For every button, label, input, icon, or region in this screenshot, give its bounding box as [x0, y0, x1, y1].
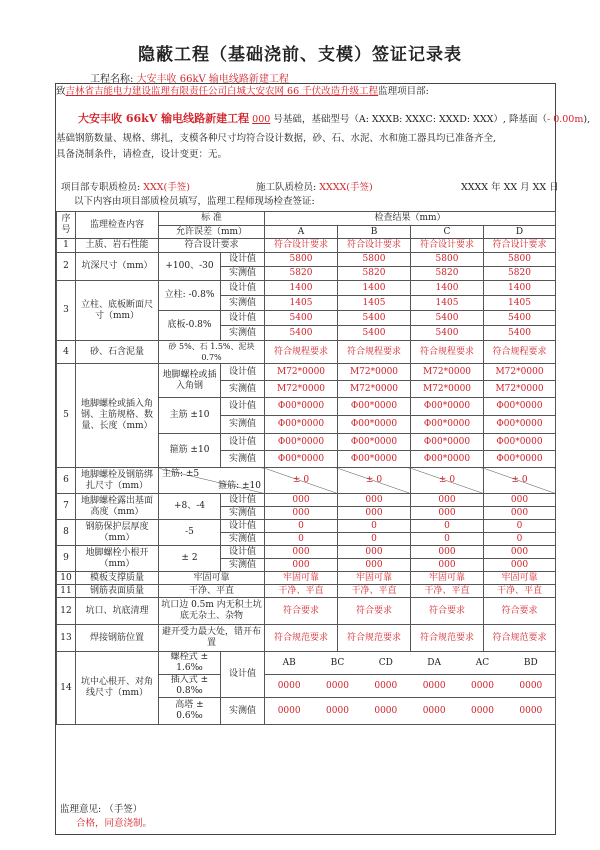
- opinion-label: 监理意见:: [60, 804, 102, 815]
- result-a: 牢固可靠: [265, 572, 338, 585]
- crew-signature: XXXX(手签): [319, 182, 373, 193]
- result-d: 0: [484, 520, 556, 533]
- table-row: [57, 572, 556, 585]
- result-a: 000: [265, 507, 338, 520]
- row-item: 钢筋保护层厚度（mm）: [76, 520, 159, 546]
- result-a: 符合规程要求: [265, 341, 338, 364]
- result-b: 5800: [338, 253, 411, 267]
- result-a: 000: [265, 559, 338, 572]
- inspector-label: 项目部专职质检员:: [61, 182, 141, 193]
- result-d: 符合规范要求: [484, 625, 556, 652]
- measured-bd: 0000: [519, 705, 543, 716]
- measured-ab: 0000: [277, 705, 301, 716]
- row-tolerance: 主筋 ±10: [159, 398, 221, 434]
- result-b: 5820: [338, 267, 411, 281]
- design-label: 设计值: [221, 253, 265, 267]
- result-d: 1405: [484, 296, 556, 311]
- statement-line-2: 基础钢筋数量、规格、绑扎，支模各种尺寸均符合设计数据，砂、石、水泥、水和施工器具均已准备齐全,: [56, 133, 497, 144]
- row-item: 坑深尺寸（mm）: [76, 253, 159, 281]
- row-tolerance: +8、-4: [159, 494, 221, 520]
- result-b: 干净、平直: [338, 585, 411, 598]
- row-item: 地脚螺栓及钢筋绑扎尺寸（mm）: [76, 468, 159, 494]
- measured-label: 实测值: [221, 296, 265, 311]
- result-b: Φ00*0000: [338, 434, 411, 451]
- pair-ab: AB: [282, 657, 296, 668]
- table-row: [57, 585, 556, 598]
- design-label: 设计值: [221, 364, 265, 381]
- design-label: 设计值: [221, 494, 265, 507]
- result-d: 符合设计要求: [484, 239, 556, 253]
- result-c: ± 0: [411, 468, 484, 494]
- row-tolerance: -5: [159, 520, 221, 546]
- result-c: 符合规程要求: [411, 341, 484, 364]
- sign-date: XXXX 年 XX 月 XX 日: [461, 182, 559, 193]
- row-item: 钢筋表面质量: [76, 585, 159, 598]
- result-c: 5800: [411, 253, 484, 267]
- result-b: M72*0000: [338, 381, 411, 398]
- table-row: [57, 520, 556, 533]
- row-number: 10: [57, 572, 76, 585]
- page-title: 隐蔽工程（基础浇前、支模）签证记录表: [138, 45, 462, 65]
- result-b: 000: [338, 559, 411, 572]
- table-row: [57, 625, 556, 652]
- measured-label: 实测值: [221, 326, 265, 341]
- result-c: 0: [411, 520, 484, 533]
- result-a: 0: [265, 533, 338, 546]
- row-item: 地脚螺栓小根开（mm）: [76, 546, 159, 572]
- col-seq: 序号: [57, 212, 76, 239]
- design-label: 设计值: [221, 281, 265, 296]
- addressee-line: [56, 84, 429, 100]
- result-d: 000: [484, 494, 556, 507]
- result-c: Φ00*0000: [411, 416, 484, 434]
- opinion-signature: （手签）: [104, 804, 143, 815]
- result-c: Φ00*0000: [411, 434, 484, 451]
- result-b: 000: [338, 507, 411, 520]
- result-c: Φ00*0000: [411, 451, 484, 468]
- result-b: Φ00*0000: [338, 451, 411, 468]
- result-a: 符合规范要求: [265, 625, 338, 652]
- row-tolerance: +100、-30: [159, 253, 221, 281]
- table-row: [57, 546, 556, 559]
- result-d: 符合规程要求: [484, 341, 556, 364]
- row-number: 6: [57, 468, 76, 494]
- measured-ac: 0000: [471, 705, 494, 716]
- row-tolerance: 插入式 ± 0.8‰: [159, 675, 221, 698]
- result-d: 5800: [484, 253, 556, 267]
- result-c: M72*0000: [411, 381, 484, 398]
- col-tolerance: 允许误差（mm）: [159, 226, 265, 239]
- row-number: 3: [57, 281, 76, 341]
- pair-bc: BC: [330, 657, 345, 668]
- result-c: 符合要求: [411, 598, 484, 625]
- supervisor-name: 吉林省吉能电力建设监理有限责任公司白城大安农网 66 千伏改造升级工程: [65, 86, 379, 97]
- crew-label: 施工队质检员:: [256, 182, 317, 193]
- row-number: 8: [57, 520, 76, 546]
- row-standard: 砂 5%、石 1.5%、泥块 0.7%: [159, 341, 265, 364]
- result-c: 1400: [411, 281, 484, 296]
- design-ab: 0000: [277, 680, 301, 691]
- design-label: 设计值: [221, 652, 265, 698]
- result-d: 000: [484, 546, 556, 559]
- table-header-row: [57, 212, 556, 226]
- table-row: [57, 341, 556, 364]
- row-standard: 牢固可靠: [159, 572, 265, 585]
- design-label: 设计值: [221, 311, 265, 326]
- row-number: 9: [57, 546, 76, 572]
- opinion-text: 合格，同意浇制。: [76, 818, 153, 829]
- table-row: [57, 652, 556, 675]
- row-standard: 符合设计要求: [159, 239, 265, 253]
- col-d: D: [484, 226, 556, 239]
- col-standard: 标 准: [159, 212, 265, 226]
- row-tolerance: 螺栓式 ± 1.6‰: [159, 652, 221, 675]
- row-item: 砂、石含泥量: [76, 341, 159, 364]
- result-a: M72*0000: [265, 381, 338, 398]
- diagonal-measured-values: [265, 698, 556, 725]
- col-a: A: [265, 226, 338, 239]
- result-d: 5400: [484, 311, 556, 326]
- row-tolerance: 箍筋 ±10: [159, 434, 221, 468]
- col-item: 监理检查内容: [76, 212, 159, 239]
- result-d: 牢固可靠: [484, 572, 556, 585]
- measured-bc: 0000: [326, 705, 349, 716]
- table-row: [57, 468, 556, 494]
- result-b: M72*0000: [338, 364, 411, 381]
- measured-label: 实测值: [221, 381, 265, 398]
- diagonal-pairs-header: [265, 652, 556, 675]
- result-b: 5400: [338, 326, 411, 341]
- result-c: 干净、平直: [411, 585, 484, 598]
- row-item: 地脚螺栓或插入角钢、主筋规格、数量、长度（mm）: [76, 364, 159, 468]
- inspector-signature: XXX(手签): [143, 182, 190, 193]
- col-c: C: [411, 226, 484, 239]
- row-item: 土质、岩石性能: [76, 239, 159, 253]
- row-number: 2: [57, 253, 76, 281]
- project-label: 工程名称:: [90, 74, 134, 85]
- row-item: 焊接钢筋位置: [76, 625, 159, 652]
- to-prefix: 致: [56, 86, 66, 97]
- result-d: Φ00*0000: [484, 451, 556, 468]
- result-d: 1400: [484, 281, 556, 296]
- to-suffix: 监理项目部:: [378, 86, 429, 97]
- statement-1a: 号基础，基础型号（A: XXXB: XXXC: XXXD: XXX）, 降基面（: [273, 114, 547, 125]
- result-a: 5820: [265, 267, 338, 281]
- result-b: 000: [338, 546, 411, 559]
- row-number: 5: [57, 364, 76, 468]
- result-c: 1405: [411, 296, 484, 311]
- body-project: 大安丰收 66kV 输电线路新建工程: [78, 112, 250, 125]
- result-d: 000: [484, 559, 556, 572]
- design-bd: 0000: [519, 680, 543, 691]
- result-d: ± 0: [484, 468, 556, 494]
- row-tolerance: 高塔 ± 0.6‰: [159, 698, 221, 725]
- table-row: [57, 494, 556, 507]
- elevation: - 0.00m: [546, 114, 584, 125]
- result-b: 0: [338, 533, 411, 546]
- result-a: 0: [265, 520, 338, 533]
- result-b: Φ00*0000: [338, 398, 411, 416]
- result-b: 符合要求: [338, 598, 411, 625]
- result-a: 5400: [265, 311, 338, 326]
- design-label: 设计值: [221, 520, 265, 533]
- row-standard: 坑口边 0.5m 内无积土坑底无杂土、杂物: [159, 598, 265, 625]
- tower-number: 000: [252, 114, 271, 125]
- row-number: 7: [57, 494, 76, 520]
- result-a: 5800: [265, 253, 338, 267]
- result-d: Φ00*0000: [484, 434, 556, 451]
- result-c: 000: [411, 546, 484, 559]
- result-d: M72*0000: [484, 381, 556, 398]
- result-c: 5820: [411, 267, 484, 281]
- measured-label: 实测值: [221, 267, 265, 281]
- measured-cd: 0000: [374, 705, 398, 716]
- project-name: 大安丰收 66kV 输电线路新建工程: [136, 74, 289, 85]
- result-b: ± 0: [338, 468, 411, 494]
- result-a: 符合设计要求: [265, 239, 338, 253]
- pair-bd: BD: [523, 657, 538, 668]
- result-a: Φ00*0000: [265, 416, 338, 434]
- row-tolerance: 底板-0.8%: [159, 311, 221, 341]
- record-sheet: [55, 83, 591, 835]
- result-b: Φ00*0000: [338, 416, 411, 434]
- result-a: 1400: [265, 281, 338, 296]
- result-b: 000: [338, 494, 411, 507]
- col-b: B: [338, 226, 411, 239]
- row-tolerance-split: [159, 468, 265, 494]
- statement-line-1: [78, 111, 590, 128]
- design-da: 0000: [422, 680, 446, 691]
- row-number: 11: [57, 585, 76, 598]
- result-a: 000: [265, 546, 338, 559]
- row-item: 模板支撑质量: [76, 572, 159, 585]
- statement-line-3: 具备浇制条件，请检查，设计变更：无。: [56, 149, 228, 160]
- result-c: M72*0000: [411, 364, 484, 381]
- row-number: 14: [57, 652, 76, 725]
- table-row: [57, 281, 556, 296]
- result-a: 1405: [265, 296, 338, 311]
- table-row: [57, 598, 556, 625]
- supervisor-opinion: [60, 803, 152, 831]
- table-row: [57, 253, 556, 267]
- stirrup-tol: 箍筋: ±10: [218, 481, 261, 491]
- row-item: 坑口、坑底清理: [76, 598, 159, 625]
- design-ac: 0000: [471, 680, 494, 691]
- measured-label: 实测值: [221, 416, 265, 434]
- result-b: 牢固可靠: [338, 572, 411, 585]
- row-standard: 避开受力最大处，错开布置: [159, 625, 265, 652]
- pair-da: DA: [427, 657, 441, 668]
- result-a: 干净、平直: [265, 585, 338, 598]
- row-number: 12: [57, 598, 76, 625]
- row-tolerance: ± 2: [159, 546, 221, 572]
- result-a: Φ00*0000: [265, 451, 338, 468]
- measured-label: 实测值: [221, 559, 265, 572]
- measured-label: 实测值: [221, 533, 265, 546]
- result-a: 000: [265, 494, 338, 507]
- col-result: 检查结果（mm）: [265, 212, 556, 226]
- result-c: 000: [411, 494, 484, 507]
- result-b: 1405: [338, 296, 411, 311]
- pair-ac: AC: [475, 657, 490, 668]
- result-b: 0: [338, 520, 411, 533]
- result-a: ± 0: [265, 468, 338, 494]
- design-label: 设计值: [221, 546, 265, 559]
- row-tolerance: 地脚螺栓或插入角钢: [159, 364, 221, 398]
- result-b: 符合设计要求: [338, 239, 411, 253]
- result-a: Φ00*0000: [265, 434, 338, 451]
- statement-1b: ),: [583, 114, 591, 125]
- measured-da: 0000: [422, 705, 446, 716]
- result-c: 5400: [411, 311, 484, 326]
- result-b: 符合规范要求: [338, 625, 411, 652]
- result-b: 1400: [338, 281, 411, 296]
- result-c: 5400: [411, 326, 484, 341]
- result-c: Φ00*0000: [411, 398, 484, 416]
- table-row: [57, 364, 556, 381]
- result-c: 000: [411, 559, 484, 572]
- row-item: 地脚螺栓露出基面高度（mm）: [76, 494, 159, 520]
- result-a: M72*0000: [265, 364, 338, 381]
- result-d: 5400: [484, 326, 556, 341]
- result-d: 5820: [484, 267, 556, 281]
- result-a: 符合要求: [265, 598, 338, 625]
- row-standard: 干净、平直: [159, 585, 265, 598]
- table-row: [57, 239, 556, 253]
- result-a: Φ00*0000: [265, 398, 338, 416]
- result-a: 5400: [265, 326, 338, 341]
- row-item: 坑中心根开、对角线尺寸（mm）: [76, 652, 159, 725]
- design-label: 设计值: [221, 434, 265, 451]
- result-d: Φ00*0000: [484, 398, 556, 416]
- design-bc: 0000: [326, 680, 349, 691]
- result-d: 0: [484, 533, 556, 546]
- result-d: Φ00*0000: [484, 416, 556, 434]
- diagonal-design-values: [265, 675, 556, 698]
- result-c: 符合规范要求: [411, 625, 484, 652]
- result-d: 000: [484, 507, 556, 520]
- result-d: M72*0000: [484, 364, 556, 381]
- result-b: 5400: [338, 311, 411, 326]
- result-c: 牢固可靠: [411, 572, 484, 585]
- result-d: 符合要求: [484, 598, 556, 625]
- row-number: 13: [57, 625, 76, 652]
- result-d: 干净、平直: [484, 585, 556, 598]
- measured-label: 实测值: [221, 507, 265, 520]
- row-tolerance: 立柱: -0.8%: [159, 281, 221, 311]
- row-number: 4: [57, 341, 76, 364]
- design-cd: 0000: [374, 680, 398, 691]
- inspection-table: [56, 211, 556, 725]
- pair-cd: CD: [378, 657, 393, 668]
- result-c: 000: [411, 507, 484, 520]
- result-c: 0: [411, 533, 484, 546]
- design-label: 设计值: [221, 398, 265, 416]
- main-rebar-tol: 主筋: ±5: [162, 469, 200, 479]
- result-b: 符合规程要求: [338, 341, 411, 364]
- measured-label: 实测值: [221, 698, 265, 725]
- row-item: 立柱、底板断面尺寸（mm）: [76, 281, 159, 341]
- table-note: 以下内容由项目部质检员填写，监理工程师现场检查签证:: [74, 196, 315, 207]
- measured-label: 实测值: [221, 451, 265, 468]
- result-c: 符合设计要求: [411, 239, 484, 253]
- row-number: 1: [57, 239, 76, 253]
